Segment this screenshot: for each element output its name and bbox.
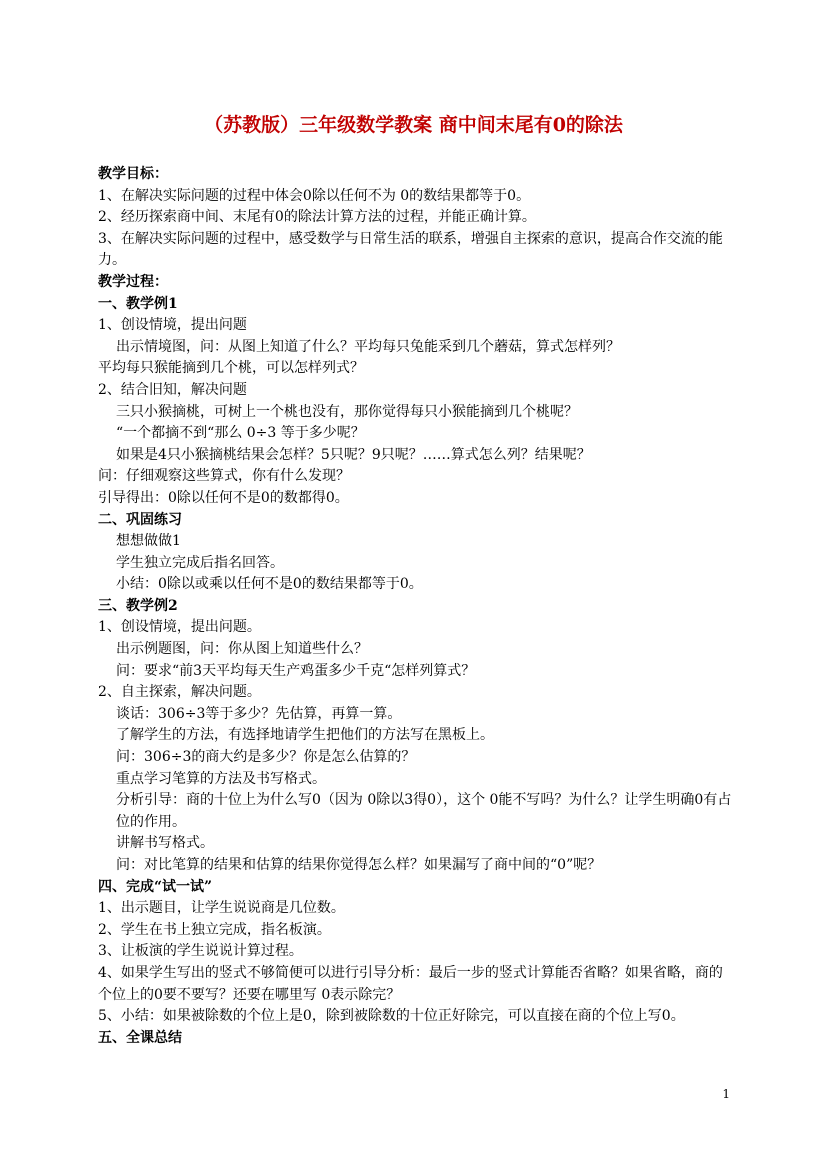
text-line: 谈话：306÷3等于多少？先估算，再算一算。: [116, 705, 402, 722]
text-line: 1、出示题目，让学生说说商是几位数。: [98, 900, 345, 917]
text-line: 问：仔细观察这些算式，你有什么发现？: [98, 468, 350, 485]
text-line: 想想做做1: [116, 533, 181, 550]
text-line: 引导得出：0除以任何不是0的数都得0。: [98, 489, 349, 506]
section-heading: 四、完成“试一试”: [98, 878, 213, 895]
text-line: 了解学生的方法，有选择地请学生把他们的方法写在黑板上。: [116, 727, 494, 744]
text-line: 1、在解决实际问题的过程中体会0除以任何不为 0的数结果都等于0。: [98, 187, 531, 204]
text-line: 重点学习笔算的方法及书写格式。: [116, 770, 326, 787]
document-title: （苏教版）三年级数学教案 商中间末尾有0的除法: [204, 114, 623, 136]
section-heading: 教学目标：: [98, 166, 168, 182]
text-line: 问：对比笔算的结果和估算的结果你觉得怎么样？如果漏写了商中间的“0”呢？: [116, 857, 602, 873]
document-body: [98, 164, 734, 1049]
text-line: 问：要求“前3天平均每天生产鸡蛋多少千克“怎样列算式？: [116, 662, 476, 679]
text-line: 2、自主探索，解决问题。: [98, 684, 261, 701]
page-number: 1: [722, 1087, 730, 1101]
text-line: 问：306÷3的商大约是多少？你是怎么估算的？: [116, 749, 416, 766]
section-heading: 一、教学例1: [98, 295, 178, 312]
text-line: 出示例题图，问：你从图上知道些什么？: [116, 641, 368, 658]
text-line: 4、如果学生写出的竖式不够简便可以进行引导分析：最后一步的竖式计算能否省略？如果省略，商的个位上的0要不要写？还要在哪里写 0表示除完？: [98, 964, 723, 1003]
text-line: 如果是4只小猴摘桃结果会怎样？5只呢？9只呢？……算式怎么列？结果呢？: [116, 446, 591, 463]
text-line: 学生独立完成后指名回答。: [116, 554, 284, 571]
text-line: 平均每只猴能摘到几个桃，可以怎样列式？: [98, 360, 364, 377]
text-line: 1、创设情境，提出问题: [98, 317, 247, 334]
text-line: 2、结合旧知，解决问题: [98, 381, 247, 398]
text-line: 2、学生在书上独立完成，指名板演。: [98, 921, 331, 938]
text-line: 2、经历探索商中间、末尾有0的除法计算方法的过程，并能正确计算。: [98, 209, 536, 226]
text-line: 1、创设情境，提出问题。: [98, 619, 261, 636]
section-heading: 五、全课总结: [98, 1029, 182, 1046]
text-line: 5、小结：如果被除数的个位上是0，除到被除数的十位正好除完，可以直接在商的个位上写0。: [98, 1008, 685, 1025]
section-heading: 教学过程：: [98, 273, 168, 290]
text-line: 三只小猴摘桃，可树上一个桃也没有，那你觉得每只小猴能摘到几个桃呢？: [116, 403, 578, 420]
text-line: 3、让板演的学生说说计算过程。: [98, 943, 303, 960]
text-line: 分析引导：商的十位上为什么写0（因为 0除以3得0），这个 0能不写吗？为什么？让学生明确0有占位的作用。: [116, 792, 732, 830]
section-heading: 二、巩固练习: [98, 511, 182, 528]
text-line: 讲解书写格式。: [116, 835, 214, 852]
text-line: “一个都摘不到“那么 0÷3 等于多少呢？: [116, 425, 365, 442]
text-line: 出示情境图，问：从图上知道了什么？平均每只兔能采到几个蘑菇，算式怎样列？: [116, 338, 620, 355]
text-line: 3、在解决实际问题的过程中，感受数学与日常生活的联系，增强自主探索的意识，提高合作交流的能力。: [98, 230, 723, 269]
text-line: 小结：0除以或乘以任何不是0的数结果都等于0。: [116, 576, 423, 593]
section-heading: 三、教学例2: [98, 597, 178, 614]
